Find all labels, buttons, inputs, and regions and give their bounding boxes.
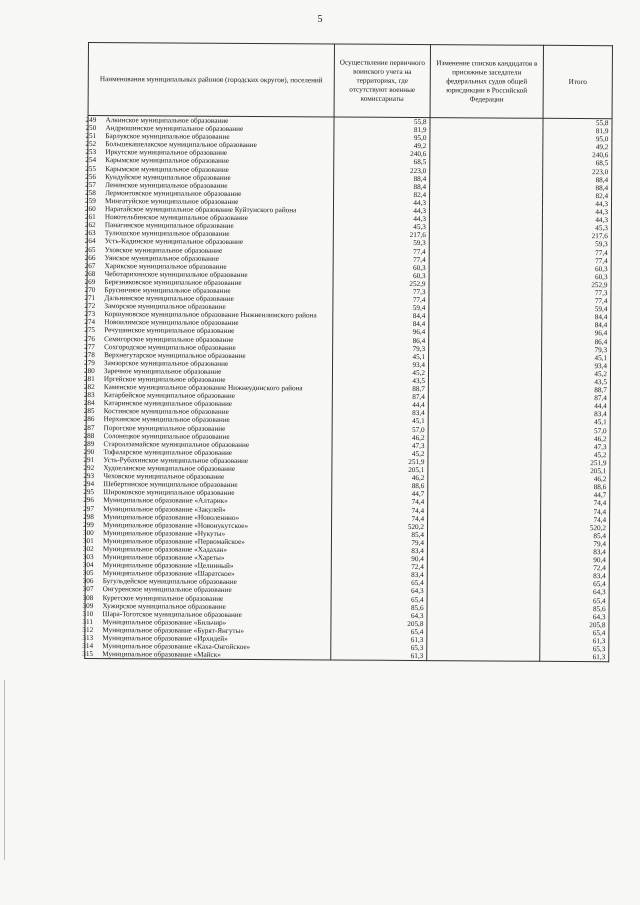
military-amount: 83,4	[332, 409, 428, 418]
military-amount: 88,4	[334, 182, 430, 191]
total-amount: 64,3	[540, 612, 609, 621]
military-amount: 88,4	[334, 174, 430, 183]
total-amount: 83,4	[540, 572, 609, 581]
total-amount: 88,4	[543, 184, 612, 193]
total-amount: 44,3	[542, 208, 611, 217]
municipality-name: Куретское муниципальное образование	[102, 593, 224, 603]
municipality-name: Муниципальное образование «Нукуты»	[102, 528, 226, 538]
total-amount: 74,4	[541, 507, 610, 516]
total-amount: 65,4	[540, 629, 609, 638]
military-amount: 55,8	[334, 117, 430, 126]
military-amount: 45,2	[332, 449, 428, 458]
municipality-name: Муниципальное образование «Первомайское»	[102, 536, 245, 546]
municipality-name: Муниципальное образование «Майск»	[102, 650, 221, 660]
row-number: 298	[83, 512, 94, 521]
municipality-name: Березняковское муниципальное образование	[104, 277, 242, 287]
municipality-name: Харикское муниципальное образование	[104, 261, 227, 271]
military-amount: 44,3	[333, 207, 429, 216]
military-amount: 68,5	[334, 158, 430, 167]
municipality-name: Новоилимское муниципальное образование	[104, 318, 239, 328]
military-amount: 46,2	[332, 474, 428, 483]
total-amount: 83,4	[540, 548, 609, 557]
row-number: 312	[82, 625, 94, 634]
total-amount: 65,3	[540, 645, 609, 654]
municipality-name: Каменское муниципальное образование Нижнеудинского района	[103, 383, 303, 393]
municipality-name: Хужирское муниципальное образование	[102, 601, 226, 611]
total-amount: 95,0	[543, 135, 612, 144]
row-number: 310	[82, 609, 94, 618]
municipality-name: Нерхинское муниципальное образование	[103, 415, 230, 425]
total-amount: 64,3	[540, 588, 609, 597]
municipality-name: Большекашелакское муниципальное образование	[105, 140, 257, 150]
total-amount: 74,4	[541, 499, 610, 508]
row-number: 289	[83, 439, 95, 448]
municipality-name: Чеховское муниципальное образование	[103, 472, 225, 481]
total-amount: 87,4	[541, 394, 610, 403]
military-amount: 65,4	[331, 595, 427, 604]
total-amount: 45,2	[541, 451, 610, 460]
row-number: 270	[84, 285, 96, 295]
municipality-name: Заморское муниципальное образование	[104, 302, 226, 312]
total-amount: 217,6	[542, 232, 611, 241]
total-amount: 60,3	[542, 264, 611, 273]
municipality-name: Муниципальное образование «Целинный»	[102, 561, 234, 571]
row-number: 255	[85, 164, 97, 173]
row-number: 263	[84, 229, 96, 238]
municipality-name: Уянское муниципальное образование	[104, 253, 219, 263]
row-number: 278	[84, 350, 95, 359]
total-amount: 77,4	[542, 256, 611, 265]
total-amount: 93,4	[542, 362, 611, 371]
military-amount: 88,6	[332, 482, 428, 491]
row-number: 254	[85, 156, 97, 165]
total-amount: 79,3	[542, 345, 611, 354]
municipality-name: Муниципальное образование «Бурят-Янгуты»	[102, 626, 245, 635]
military-amount: 93,4	[333, 360, 429, 369]
row-number: 315	[82, 650, 94, 659]
row-number: 299	[83, 520, 94, 529]
total-amount: 46,2	[541, 434, 610, 443]
municipality-name: Усть-Рубахинское муниципальное образование	[103, 456, 249, 465]
total-amount: 77,4	[542, 297, 611, 306]
municipality-name: Наратайское муниципальное образование Куйтунского района	[104, 205, 297, 215]
total-amount: 47,3	[541, 443, 610, 452]
municipality-name: Муниципальное образование «Ирхидей»	[102, 634, 228, 643]
row-number: 285	[83, 407, 95, 416]
total-amount: 59,4	[542, 305, 611, 314]
total-amount: 96,4	[542, 329, 611, 338]
military-amount: 87,4	[332, 393, 428, 402]
row-number: 264	[84, 237, 96, 246]
row-number: 253	[85, 148, 97, 157]
row-number: 276	[84, 334, 95, 343]
total-amount: 60,3	[542, 273, 611, 282]
military-amount: 45,3	[333, 223, 429, 232]
military-amount: 84,4	[333, 320, 429, 329]
row-number: 291	[83, 455, 95, 464]
military-amount: 59,3	[333, 239, 429, 248]
row-number: 260	[84, 205, 96, 214]
total-amount: 83,4	[541, 410, 610, 419]
military-amount: 85,4	[331, 530, 427, 539]
row-number: 305	[82, 569, 94, 578]
row-number: 250	[85, 124, 97, 133]
military-amount: 60,3	[333, 263, 429, 272]
total-amount: 61,3	[540, 637, 609, 646]
municipality-name: Лермонтовское муниципальное образование	[105, 188, 242, 198]
municipality-name: Верхнегутарское муниципальное образование	[104, 350, 246, 360]
row-number: 284	[83, 399, 95, 408]
total-amount: 223,0	[543, 167, 612, 176]
page-number: 5	[317, 14, 323, 25]
total-amount: 85,4	[540, 532, 609, 541]
total-amount: 68,5	[543, 159, 612, 168]
row-number: 283	[83, 391, 95, 400]
total-amount: 65,4	[540, 580, 609, 589]
total-amount: 74,4	[541, 515, 610, 524]
military-amount: 88,7	[332, 385, 428, 394]
military-amount: 77,4	[333, 296, 429, 305]
row-number: 296	[83, 496, 95, 505]
military-amount: 44,7	[332, 490, 428, 499]
row-number: 286	[83, 415, 95, 424]
military-amount: 223,0	[334, 166, 430, 175]
military-amount: 46,2	[332, 433, 428, 442]
military-amount: 77,4	[333, 255, 429, 264]
total-amount: 79,4	[540, 540, 609, 549]
military-amount: 217,6	[333, 231, 429, 240]
municipality-name: Карымское муниципальное образование	[105, 164, 229, 174]
military-amount: 60,3	[333, 271, 429, 280]
military-amount: 61,3	[331, 652, 427, 661]
row-number: 251	[85, 132, 97, 141]
municipality-name: Порогское муниципальное образование	[103, 423, 226, 433]
row-number: 308	[82, 593, 94, 602]
military-amount: 65,4	[331, 579, 427, 588]
military-amount: 95,0	[334, 134, 430, 143]
total-amount: 88,4	[543, 175, 612, 184]
row-number: 275	[84, 326, 96, 335]
military-amount: 84,4	[333, 312, 429, 321]
municipality-name: Замзорское муниципальное образование	[104, 358, 229, 368]
municipality-name: Речушинское муниципальное образование	[104, 326, 235, 336]
military-amount: 64,3	[331, 611, 427, 620]
municipality-name: Чеботарихинское муниципальное образование	[104, 269, 248, 279]
municipality-name: Солонецкое муниципальное образование	[103, 431, 230, 441]
municipality-name: Катаринское муниципальное образование	[103, 399, 233, 409]
military-amount: 45,1	[332, 417, 428, 426]
row-number: 314	[82, 642, 94, 651]
total-amount: 44,3	[542, 216, 611, 225]
total-amount: 205,8	[540, 621, 609, 630]
total-amount: 252,9	[542, 281, 611, 290]
row-number: 258	[85, 188, 96, 197]
military-amount: 65,3	[331, 644, 427, 653]
row-number: 268	[84, 269, 96, 278]
juror-amount	[427, 652, 540, 661]
military-amount: 44,3	[333, 215, 429, 224]
municipality-name: Тофаларское муниципальное образование	[103, 447, 233, 457]
municipality-name: Иргейское муниципальное образование	[103, 375, 226, 384]
row-number: 306	[82, 577, 94, 586]
row-number: 294	[83, 480, 95, 489]
total-amount: 240,6	[543, 151, 612, 160]
municipality-name: Новотельбинское муниципальное образование	[104, 213, 248, 223]
military-amount: 77,3	[333, 287, 429, 296]
total-amount: 44,4	[541, 402, 610, 411]
row-number: 279	[84, 358, 95, 367]
total-amount: 77,3	[542, 289, 611, 298]
military-amount: 74,4	[332, 514, 428, 523]
table-row	[85, 650, 609, 662]
row-number: 309	[82, 601, 94, 610]
military-amount: 44,4	[332, 401, 428, 410]
row-number: 280	[83, 366, 95, 375]
military-amount: 45,1	[333, 352, 429, 361]
total-amount: 65,4	[540, 596, 609, 605]
total-amount: 44,7	[541, 491, 610, 500]
military-amount: 81,9	[334, 126, 430, 135]
row-number: 292	[83, 464, 95, 473]
header-military-registration: Осуществление первичного воинского учета на территориях, где отсутствуют военные комиссариаты	[334, 44, 430, 118]
municipality-name: Муниципальное образование «Новонукутское»	[103, 520, 249, 530]
military-amount: 83,4	[331, 571, 427, 580]
row-number: 303	[82, 553, 94, 562]
military-amount: 65,4	[331, 627, 427, 636]
municipality-name: Костинское муниципальное образование	[103, 407, 229, 417]
total-amount: 82,4	[543, 192, 612, 201]
municipality-name: Худоеланское муниципальное образование	[103, 464, 236, 473]
military-amount: 205,1	[332, 466, 428, 475]
municipality-name: Бугульдейское муниципальное образование	[102, 577, 237, 587]
row-number: 259	[85, 196, 96, 205]
military-amount: 90,4	[331, 555, 427, 564]
municipality-name: Муниципальное образование «Хадахан»	[102, 545, 228, 554]
municipality-name: Кундуйское муниципальное образование	[105, 172, 231, 182]
military-amount: 49,2	[334, 142, 430, 151]
subvention-table	[84, 42, 613, 662]
row-number: 293	[83, 472, 95, 481]
military-amount: 45,2	[332, 368, 428, 377]
total-amount: 57,0	[541, 426, 610, 435]
total-amount: 45,2	[541, 370, 610, 379]
municipality-name: Шара-Тоготское муниципальное образование	[102, 609, 242, 619]
row-number: 252	[85, 140, 97, 149]
total-amount: 84,4	[542, 321, 611, 330]
municipality-name: Заречное муниципальное образование	[103, 367, 222, 376]
municipality-name: Алкинское муниципальное образование	[105, 116, 229, 125]
total-amount: 90,4	[540, 556, 609, 565]
municipality-name: Староалзамайское муниципальное образование	[103, 439, 250, 449]
military-amount: 61,3	[331, 635, 427, 644]
row-number: 274	[84, 318, 96, 327]
row-number: 302	[82, 544, 94, 554]
municipality-name: Андрюшинское муниципальное образование	[105, 124, 244, 134]
municipality-name: Мингатуйское муниципальное образование	[105, 197, 239, 206]
total-amount: 72,4	[540, 564, 609, 573]
municipality-name: Усть-Кадинское муниципальное образование	[104, 237, 244, 247]
total-amount: 49,2	[543, 143, 612, 152]
row-number: 290	[83, 447, 95, 456]
total-amount: 59,3	[542, 240, 611, 249]
row-number: 269	[84, 277, 96, 286]
total-amount: 81,9	[543, 127, 612, 136]
military-amount: 240,6	[334, 150, 430, 159]
military-amount: 86,4	[333, 336, 429, 345]
row-number: 249	[85, 115, 97, 125]
military-amount: 57,0	[332, 425, 428, 434]
military-amount: 59,4	[333, 304, 429, 313]
military-amount: 96,4	[333, 328, 429, 337]
table-body	[82, 115, 612, 662]
municipality-name: Панагинское муниципальное образование	[104, 221, 234, 231]
row-number: 288	[83, 431, 95, 440]
military-amount: 252,9	[333, 279, 429, 288]
military-amount: 205,8	[331, 619, 427, 628]
municipality-name: Уховское муниципальное образование	[104, 245, 223, 255]
total-amount: 520,2	[541, 523, 610, 532]
total-amount: 45,1	[542, 353, 611, 362]
total-amount: 61,3	[540, 653, 609, 662]
row-name-cell	[82, 650, 331, 660]
military-amount: 83,4	[331, 546, 427, 555]
municipality-name: Катарбейское муниципальное образование	[103, 391, 235, 401]
row-number: 281	[83, 374, 95, 384]
row-number: 311	[82, 617, 93, 626]
municipality-name: Дальнинское муниципальное образование	[104, 294, 234, 303]
header-total: Итого	[543, 45, 612, 118]
municipality-name: Муниципальное образование «Закулей»	[103, 504, 226, 514]
row-number: 273	[84, 310, 96, 319]
municipality-name: Брусничное муниципальное образование	[104, 286, 231, 295]
municipality-name: Муниципальное образование «Каха-Онгойское»	[102, 642, 251, 652]
total-amount: 205,1	[541, 467, 610, 476]
total-amount: 44,3	[542, 200, 611, 209]
total-amount: 88,7	[541, 386, 610, 395]
table-header-row	[88, 43, 612, 119]
total-amount: 43,5	[541, 378, 610, 387]
row-number: 300	[82, 528, 94, 537]
header-name: Наименования муниципальных районов (городских округов), поселений	[88, 43, 334, 118]
total-amount: 88,6	[541, 483, 610, 492]
municipality-name: Барлукское муниципальное образование	[105, 132, 230, 142]
row-number: 266	[84, 253, 96, 262]
row-number: 282	[83, 383, 95, 392]
total-amount: 45,3	[542, 224, 611, 233]
military-amount: 520,2	[332, 522, 428, 531]
row-number: 271	[84, 294, 96, 303]
municipality-name: Сохгородское муниципальное образование	[104, 342, 236, 352]
total-amount: 85,6	[540, 604, 609, 613]
municipality-name: Шебертинское муниципальное образование	[103, 480, 238, 490]
row-number: 265	[84, 245, 96, 254]
total-amount: 45,1	[541, 418, 610, 427]
total-amount: 86,4	[542, 337, 611, 346]
municipality-name: Иркутское муниципальное образование	[105, 148, 228, 158]
row-number: 257	[85, 180, 96, 189]
municipality-name: Муниципальное образование «Новоленино»	[103, 512, 240, 522]
row-number: 272	[84, 302, 96, 311]
military-amount: 77,4	[333, 247, 429, 256]
municipality-name: Семигорское муниципальное образование	[104, 334, 234, 344]
military-amount: 72,4	[331, 563, 427, 572]
military-amount: 251,9	[332, 457, 428, 466]
military-amount: 47,3	[332, 441, 428, 450]
total-amount: 84,4	[542, 313, 611, 322]
row-number: 313	[82, 633, 94, 643]
municipality-name: Карымское муниципальное образование	[105, 156, 229, 166]
military-amount: 64,3	[331, 587, 427, 596]
military-amount: 82,4	[334, 190, 430, 199]
total-amount: 77,4	[542, 248, 611, 257]
municipality-name: Муниципальное образование «Бильчир»	[102, 617, 227, 627]
row-number: 287	[83, 423, 95, 432]
military-amount: 74,4	[332, 506, 428, 515]
military-amount: 79,3	[333, 344, 429, 353]
row-number: 256	[85, 172, 96, 181]
military-amount: 74,4	[332, 498, 428, 507]
row-number: 295	[83, 488, 95, 497]
scan-edge-line	[4, 680, 5, 860]
total-amount: 46,2	[541, 475, 610, 484]
military-amount: 44,3	[333, 198, 429, 207]
header-juror-lists: Изменение списков кандидатов в присяжные заседатели федеральных судов общей юрисдикции в Российской Федерации	[430, 45, 543, 119]
municipality-name: Муниципальное образование «Шаратское»	[102, 569, 235, 579]
municipality-name: Тулюшское муниципальное образование	[104, 229, 230, 239]
row-number: 261	[84, 213, 96, 222]
total-amount: 251,9	[541, 459, 610, 468]
military-amount: 79,4	[331, 538, 427, 547]
municipality-name: Коршуновское муниципальное образование Нижнеилимского района	[104, 310, 317, 320]
row-number: 297	[83, 504, 94, 513]
row-number: 277	[84, 342, 95, 351]
row-number: 301	[82, 536, 94, 545]
military-amount: 43,5	[332, 376, 428, 385]
municipality-name: Широковское муниципальное образование	[103, 488, 235, 498]
total-amount: 55,8	[543, 118, 612, 127]
municipality-name: Онгуренское муниципальное образование	[102, 585, 232, 595]
municipality-name: Ленинское муниципальное образование	[105, 180, 228, 190]
military-amount: 85,6	[331, 603, 427, 612]
row-number: 267	[84, 261, 96, 270]
row-number: 307	[82, 585, 94, 594]
municipality-name: Муниципальное образование «Хареты»	[102, 553, 225, 562]
row-number: 262	[84, 221, 96, 230]
municipality-name: Муниципальное образование «Алтарик»	[103, 496, 228, 506]
row-number: 304	[82, 561, 94, 570]
